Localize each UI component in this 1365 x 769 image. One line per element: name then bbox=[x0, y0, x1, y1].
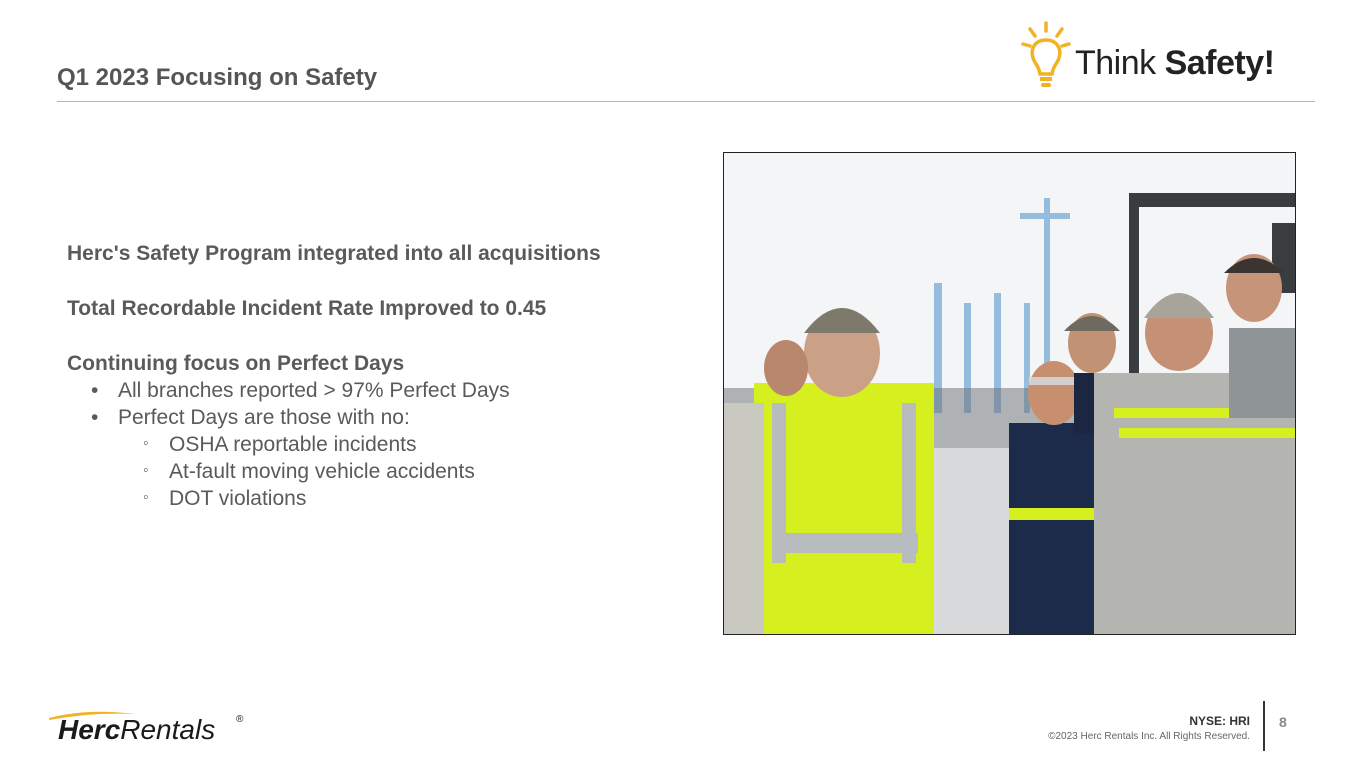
lightbulb-icon bbox=[1020, 20, 1072, 92]
list-item: • Perfect Days are those with no: bbox=[91, 406, 410, 429]
copyright-notice: ©2023 Herc Rentals Inc. All Rights Reserved. bbox=[1048, 731, 1250, 742]
title-divider bbox=[57, 101, 1315, 102]
slide-title: Q1 2023 Focusing on Safety bbox=[57, 64, 378, 91]
point-incident-rate: Total Recordable Incident Rate Improved to 0.45 bbox=[67, 297, 547, 320]
footer-divider bbox=[1263, 701, 1265, 751]
stock-ticker: NYSE: HRI bbox=[1189, 714, 1250, 728]
point-acquisitions: Herc's Safety Program integrated into all acquisitions bbox=[67, 242, 601, 265]
perfect-days-criteria bbox=[67, 431, 687, 512]
think-safety-logo bbox=[1020, 20, 1295, 92]
think-safety-wordmark: Think Safety! bbox=[1075, 44, 1275, 82]
list-item: • All branches reported > 97% Perfect Days bbox=[91, 379, 510, 402]
list-item: ◦ OSHA reportable incidents bbox=[143, 433, 417, 456]
photo-illustration bbox=[724, 153, 1295, 634]
list-item: ◦ At-fault moving vehicle accidents bbox=[143, 460, 475, 483]
perfect-days-bullets bbox=[67, 377, 687, 431]
point-perfect-days: Continuing focus on Perfect Days bbox=[67, 352, 405, 375]
page-number: 8 bbox=[1279, 714, 1287, 730]
herc-rentals-logo: HercRentals ® bbox=[47, 708, 257, 748]
slide-content bbox=[67, 240, 687, 512]
workers-safety-photo bbox=[723, 152, 1296, 635]
list-item: ◦ DOT violations bbox=[143, 487, 307, 510]
